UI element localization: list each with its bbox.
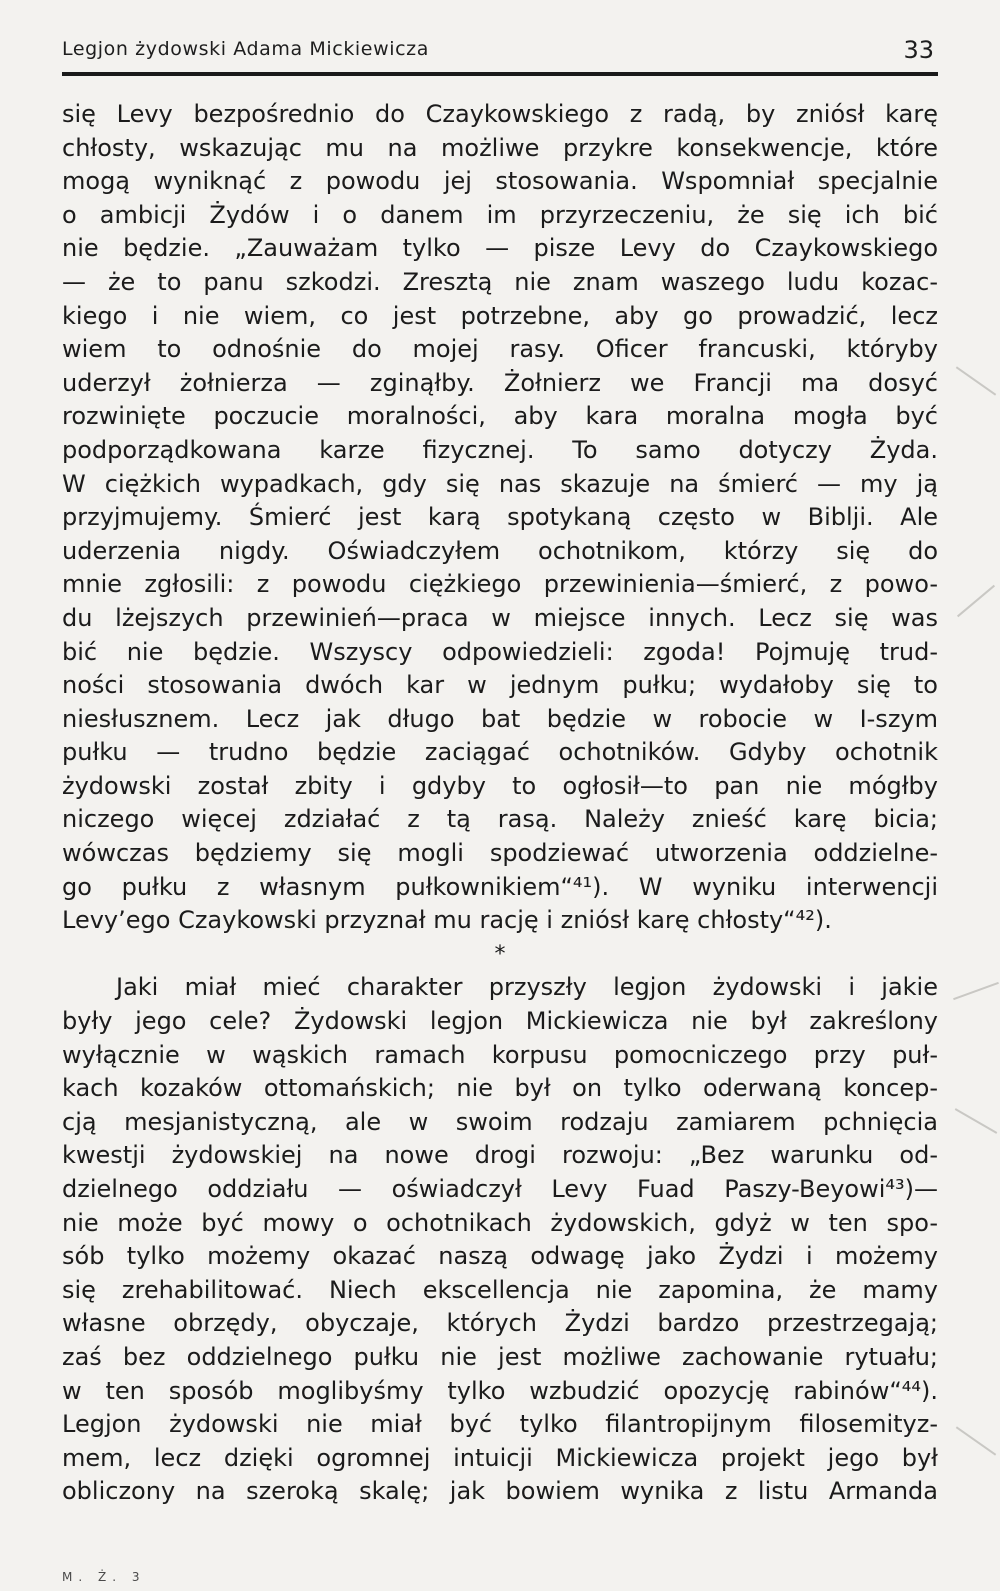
text-line: zaś bez oddzielnego pułku nie jest możliwe zachowanie rytuału; (62, 1342, 938, 1371)
text-line: Jaki miał mieć charakter przyszły legjon żydowski i jakie (116, 973, 938, 1002)
text-line: go pułku z własnym pułkownikiem“⁴¹). W wyniku interwencji (62, 872, 938, 901)
page-edge-line (956, 1426, 996, 1455)
text-line: uderzenia nigdy. Oświadczyłem ochotnikom, którzy się do (62, 536, 938, 565)
paragraph-1 (62, 98, 938, 938)
page-number: 33 (903, 36, 934, 64)
text-line: o ambicji Żydów i o danem im przyrzeczeniu, że się ich bić (62, 200, 938, 229)
text-line: niesłusznem. Lecz jak długo bat będzie w robocie w I-szym (62, 704, 938, 733)
running-title: Legjon żydowski Adama Mickiewicza (62, 38, 429, 60)
page-edge-line (955, 1108, 998, 1134)
text-line: były jego cele? Żydowski legjon Mickiewicza nie był zakreślony (62, 1007, 938, 1036)
text-line: nie będzie. „Zauważam tylko — pisze Levy do Czaykowskiego (62, 234, 938, 263)
text-line: kach kozaków ottomańskich; nie był on tylko oderwaną koncep- (62, 1074, 938, 1103)
text-line: rozwinięte poczucie moralności, aby kara moralna mogła być (62, 402, 938, 431)
text-line: sób tylko możemy okazać naszą odwagę jako Żydzi i możemy (62, 1242, 938, 1271)
text-line: własne obrzędy, obyczaje, których Żydzi bardzo przestrzegają; (62, 1309, 938, 1338)
text-line: wówczas będziemy się mogli spodziewać utworzenia oddzielne- (62, 839, 938, 868)
page-edge-line (957, 585, 995, 617)
text-line: się zrehabilitować. Niech ekscellencja nie zapomina, że mamy (62, 1275, 938, 1304)
text-line: podporządkowana karze fizycznej. To samo dotyczy Żyda. (62, 435, 938, 464)
text-line: ności stosowania dwóch kar w jednym pułku; wydałoby się to (62, 671, 938, 700)
text-line: chłosty, wskazując mu na możliwe przykre konsekwencje, które (62, 133, 938, 162)
body-text (62, 98, 938, 1509)
text-line: Levy’ego Czaykowski przyznał mu rację i zniósł karę chłosty“⁴²). (62, 906, 832, 935)
text-line: się Levy bezpośrednio do Czaykowskiego z radą, by zniósł karę (62, 100, 938, 128)
printer-signature: M. Ż. 3 (62, 1570, 146, 1584)
text-line: cją mesjanistyczną, ale w swoim rodzaju zamiarem pchnięcia (62, 1107, 938, 1136)
text-line: przyjmujemy. Śmierć jest karą spotykaną często w Biblji. Ale (62, 503, 938, 532)
text-line: żydowski został zbity i gdyby to ogłosił—to pan nie mógłby (62, 771, 938, 800)
text-line: du lżejszych przewinień—praca w miejsce innych. Lecz się was (62, 603, 938, 632)
page-edge-line (956, 366, 996, 395)
text-line: mnie zgłosili: z powodu ciężkiego przewinienia—śmierć, z powo- (62, 570, 938, 599)
text-line: uderzył żołnierza — zginąłby. Żołnierz we Francji ma dosyć (62, 368, 938, 397)
text-line: dzielnego oddziału — oświadczył Levy Fuad Paszy-Beyowi⁴³)— (62, 1175, 938, 1203)
paragraph-2 (62, 971, 938, 1509)
section-break: * (494, 941, 506, 967)
text-line: kiego i nie wiem, co jest potrzebne, aby go prowadzić, lecz (62, 301, 938, 330)
text-line: kwestji żydowskiej na nowe drogi rozwoju: „Bez warunku od- (62, 1141, 938, 1170)
text-line: w ten sposób moglibyśmy tylko wzbudzić opozycję rabinów“⁴⁴). (62, 1376, 938, 1405)
text-line: wiem to odnośnie do mojej rasy. Oficer francuski, któryby (62, 335, 938, 364)
text-line: obliczony na szeroką skalę; jak bowiem wynika z listu Armanda (62, 1477, 938, 1506)
text-line: W ciężkich wypadkach, gdy się nas skazuje na śmierć — my ją (62, 469, 938, 498)
text-line: — że to panu szkodzi. Zresztą nie znam waszego ludu kozac- (62, 267, 938, 296)
text-line: wyłącznie w wąskich ramach korpusu pomocniczego przy puł- (62, 1040, 938, 1069)
text-line: nie może być mowy o ochotnikach żydowskich, gdyż w ten spo- (62, 1208, 938, 1237)
text-line: niczego więcej zdziałać z tą rasą. Należy znieść karę bicia; (62, 805, 938, 834)
running-head (62, 32, 938, 76)
text-line: Legjon żydowski nie miał być tylko filantropijnym filosemityz- (62, 1410, 938, 1439)
page-edge-line (953, 982, 999, 1000)
text-line: pułku — trudno będzie zaciągać ochotników. Gdyby ochotnik (62, 738, 938, 767)
text-line: mogą wyniknąć z powodu jej stosowania. Wspomniał specjalnie (62, 167, 938, 196)
text-line: bić nie będzie. Wszyscy odpowiedzieli: zgoda! Pojmuję trud- (62, 637, 938, 666)
text-line: mem, lecz dzięki ogromnej intuicji Mickiewicza projekt jego był (62, 1443, 938, 1472)
